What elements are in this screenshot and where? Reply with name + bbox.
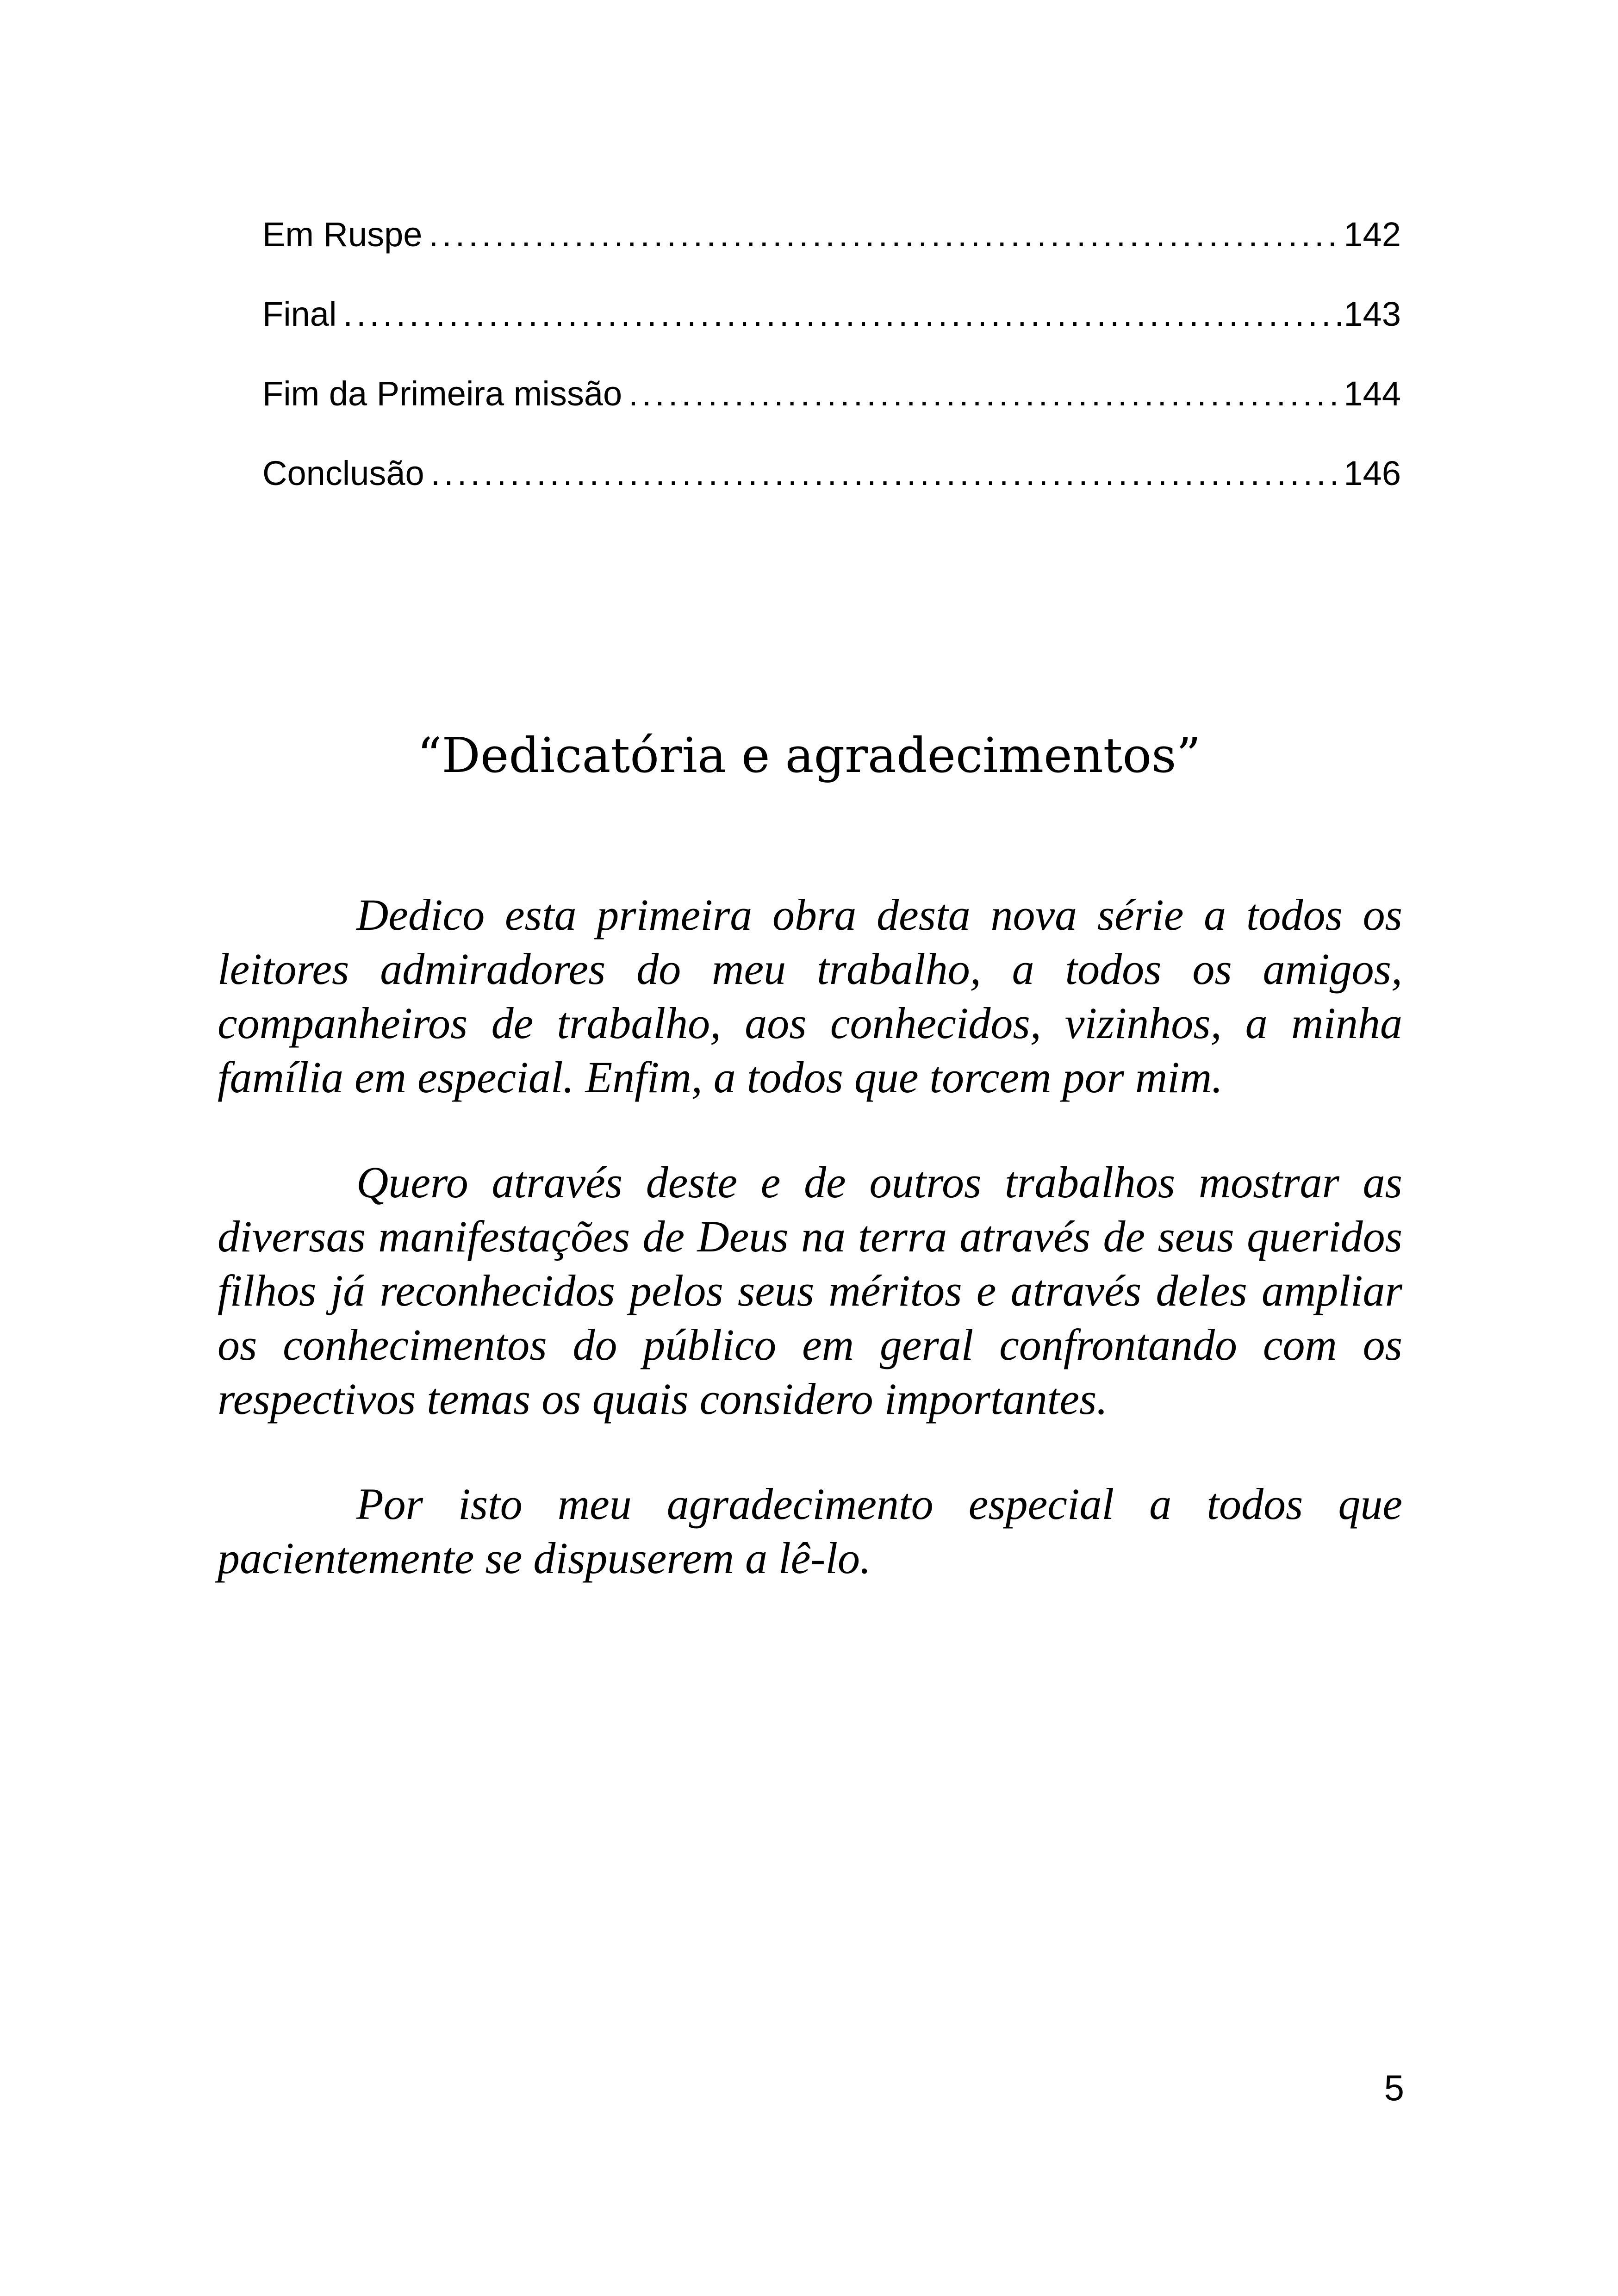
dedication-paragraph: Dedico esta primeira obra desta nova série a todos os leitores admiradores do meu trabalho, a todos os amigos, companheiros de trabalho, aos conhecidos, vizinhos, a minha família em especial. Enfim, a todos que torcem por mim.: [218, 890, 1402, 1102]
dedication-paragraph: Por isto meu agradecimento especial a todos que pacientemente se dispuserem a lê-lo.: [218, 1479, 1402, 1583]
toc-entry-title: Fim da Primeira missão: [262, 374, 622, 413]
toc-entry[interactable]: [262, 374, 1401, 456]
toc-dot-leader: [343, 297, 1341, 331]
toc-entry[interactable]: [262, 215, 1401, 297]
dedication-paragraph: Quero através deste e de outros trabalhos mostrar as diversas manifestações de Deus na terra através de seus queridos filhos já reconhecidos pelos seus méritos e através deles ampliar os conhecimentos do público em geral confrontando com os respectivos temas os quais considero importantes.: [218, 1157, 1402, 1424]
toc-entry[interactable]: [262, 456, 1401, 536]
toc-entry-page: 146: [1344, 454, 1401, 492]
toc-dot-leader: [429, 218, 1341, 252]
toc-entry[interactable]: [262, 297, 1401, 377]
toc-entry-title: Final: [262, 295, 337, 333]
toc-entry-page: 142: [1344, 215, 1401, 254]
toc-dot-leader: [629, 377, 1341, 411]
page-number: 5: [1384, 2067, 1404, 2108]
table-of-contents: [262, 215, 1401, 536]
toc-entry-page: 144: [1344, 374, 1401, 413]
toc-entry-page: 143: [1344, 295, 1401, 333]
toc-dot-leader: [431, 456, 1341, 491]
dedication-body: [218, 888, 1402, 1636]
toc-entry-title: Conclusão: [262, 454, 424, 492]
section-heading: “Dedicatória e agradecimentos”: [417, 727, 1201, 784]
toc-entry-title: Em Ruspe: [262, 215, 423, 254]
